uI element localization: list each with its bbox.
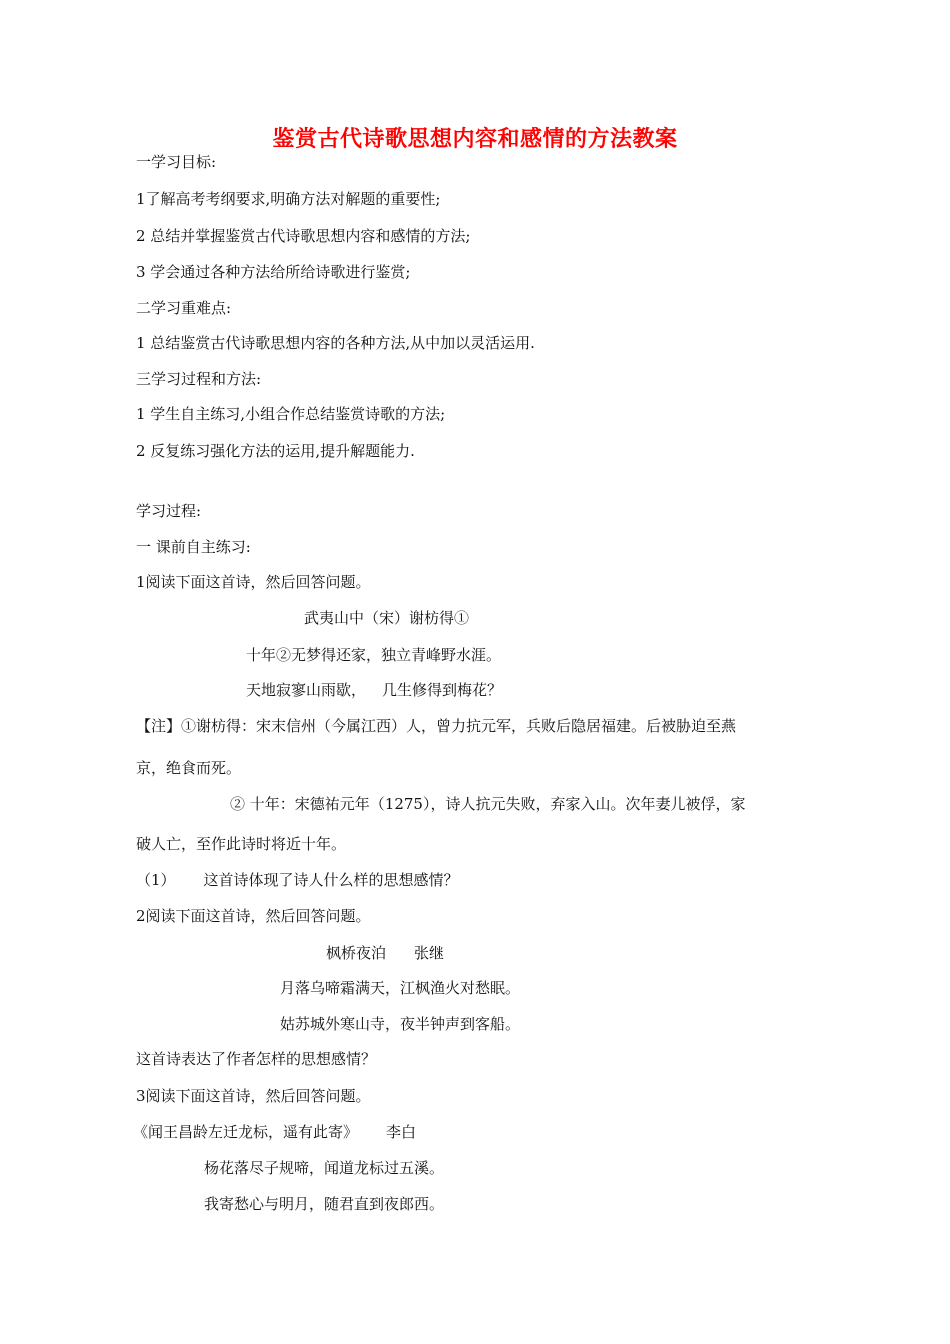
objective-item-3: 3 学会通过各种方法给所给诗歌进行鉴赏; (136, 263, 411, 281)
poem1-note-2b: 破人亡，至作此诗时将近十年。 (136, 835, 347, 853)
poem1-note-1a: 【注】①谢枋得：宋末信州（今属江西）人，曾力抗元军，兵败后隐居福建。后被胁迫至燕 (136, 717, 737, 735)
objective-item-2: 2 总结并掌握鉴赏古代诗歌思想内容和感情的方法; (136, 227, 471, 245)
key-point-item-1: 1 总结鉴赏古代诗歌思想内容的各种方法,从中加以灵活运用. (136, 334, 535, 352)
poem3-intro: 3阅读下面这首诗，然后回答问题。 (136, 1087, 371, 1105)
poem2-heading (326, 943, 444, 963)
poem1-intro: 1阅读下面这首诗，然后回答问题。 (136, 573, 371, 591)
objective-item-1: 1了解高考考纲要求,明确方法对解题的重要性; (136, 190, 441, 208)
objectives-heading: 一学习目标: (136, 153, 217, 171)
poem2-title: 枫桥夜泊 (326, 944, 387, 962)
question-number: （1） (136, 871, 176, 889)
methods-heading: 三学习过程和方法: (136, 370, 262, 388)
poem3-heading (133, 1122, 416, 1142)
poem2-line-1: 月落乌啼霜满天，江枫渔火对愁眠。 (280, 979, 521, 997)
poem1-note-2a: ② 十年：宋德祐元年（1275），诗人抗元失败，弃家入山。次年妻儿被俘，家 (230, 795, 746, 813)
process-sub-heading: 一 课前自主练习: (136, 538, 251, 556)
poem3-title: 《闻王昌龄左迁龙标，遥有此寄》 (133, 1123, 359, 1141)
method-item-1: 1 学生自主练习,小组合作总结鉴赏诗歌的方法; (136, 405, 446, 423)
poem2-author: 张继 (414, 944, 445, 962)
key-points-heading: 二学习重难点: (136, 299, 232, 317)
poem3-author: 李白 (386, 1123, 417, 1141)
poem2-intro: 2阅读下面这首诗，然后回答问题。 (136, 907, 371, 925)
poem1-note-1b: 京，绝食而死。 (136, 759, 242, 777)
poem1-question (136, 870, 459, 890)
poem1-line-2b: 几生修得到梅花？ (382, 681, 503, 699)
document-title: 鉴赏古代诗歌思想内容和感情的方法教案 (272, 127, 678, 152)
poem1-line-2a: 天地寂寥山雨歇， (246, 681, 367, 699)
poem2-question: 这首诗表达了作者怎样的思想感情？ (136, 1050, 377, 1068)
poem1-title: 武夷山中（宋）谢枋得① (304, 609, 470, 627)
poem1-line-2 (246, 680, 502, 700)
method-item-2: 2 反复练习强化方法的运用,提升解题能力. (136, 442, 415, 460)
poem3-line-2: 我寄愁心与明月，随君直到夜郎西。 (204, 1195, 445, 1213)
poem1-line-1: 十年②无梦得还家，独立青峰野水涯。 (246, 646, 502, 664)
poem3-line-1: 杨花落尽子规啼，闻道龙标过五溪。 (204, 1159, 445, 1177)
process-heading: 学习过程: (136, 502, 202, 520)
poem2-line-2: 姑苏城外寒山寺，夜半钟声到客船。 (280, 1015, 521, 1033)
question-text: 这首诗体现了诗人什么样的思想感情？ (203, 871, 459, 889)
